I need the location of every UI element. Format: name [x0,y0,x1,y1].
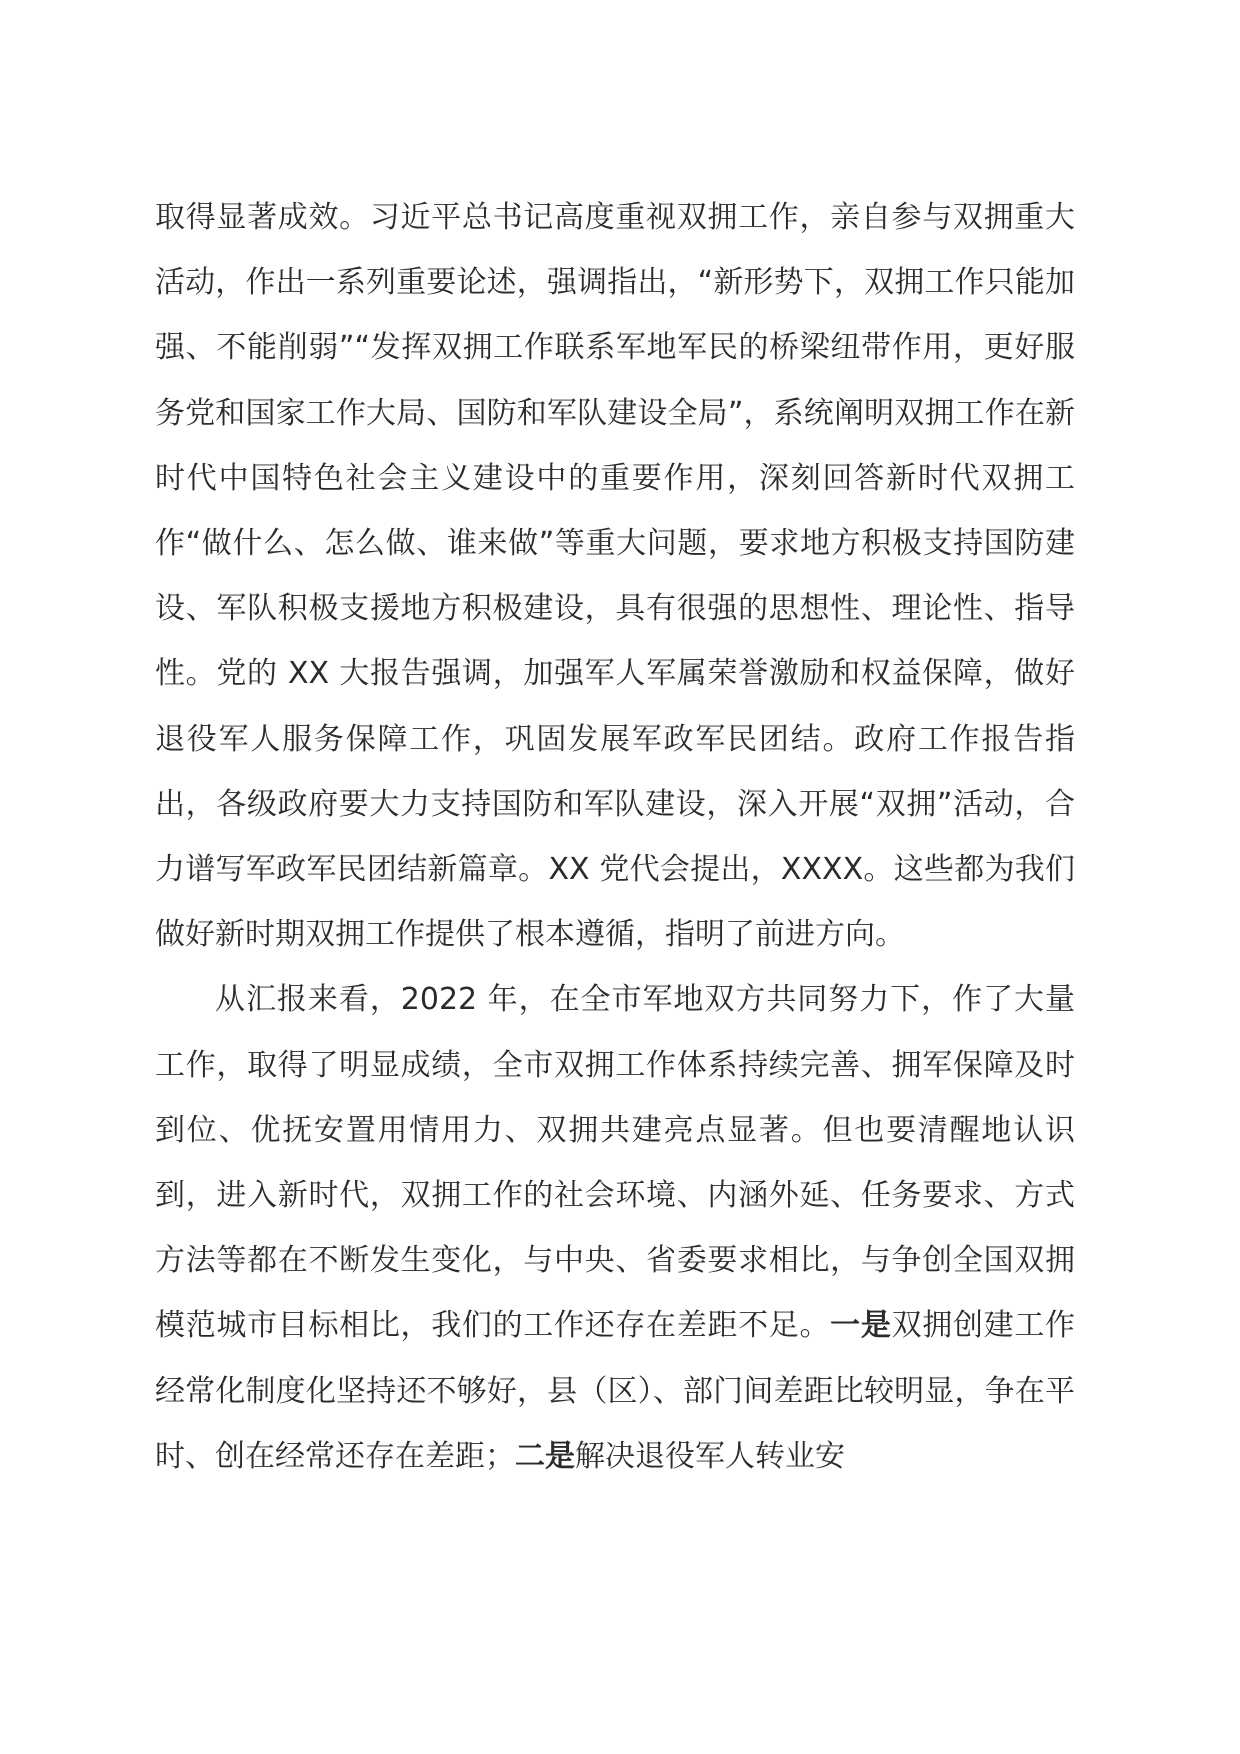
point-two-text: 解决退役军人转业安 [575,1438,845,1474]
point-one-marker: 一是 [830,1308,892,1344]
paragraph-2 [155,967,1075,1489]
document-body [155,185,1075,1489]
point-one-text: 双拥创建工作经常化制度化坚持还不够好，县（区）、部门间差距比较明显，争在平时、创在经常还存在差距； [155,1308,1076,1474]
paragraph-1 [155,185,1075,967]
paragraph-2-text: 从汇报来看，2022 年，在全市军地双方共同努力下，作了大量工作，取得了明显成绩，全市双拥工作体系持续完善、拥军保障及时到位、优抚安置用情用力、双拥共建亮点显著。但也要清醒地认识到，进入新时代，双拥工作的社会环境、内涵外延、任务要求、方式方法等都在不断发生变化，与中央、省委要求相比，与争创全国双拥模范城市目标相比，我们的工作还存在差距不足。 [155,982,1075,1344]
paragraph-1-text: 取得显著成效。习近平总书记高度重视双拥工作，亲自参与双拥重大活动，作出一系列重要论述，强调指出，“新形势下，双拥工作只能加强、不能削弱”“发挥双拥工作联系军地军民的桥梁纽带作用，更好服务党和国家工作大局、国防和军队建设全局”，系统阐明双拥工作在新时代中国特色社会主义建设中的重要作用，深刻回答新时代双拥工作“做什么、怎么做、谁来做”等重大问题，要求地方积极支持国防建设、军队积极支援地方积极建设，具有很强的思想性、理论性、指导性。党的 XX 大报告强调，加强军人军属荣誉激励和权益保障，做好退役军人服务保障工作，巩固发展军政军民团结。政府工作报告指出，各级政府要大力支持国防和军队建设，深入开展“双拥”活动，合力谱写军政军民团结新篇章。XX 党代会提出，XXXX。这些都为我们做好新时期双拥工作提供了根本遵循，指明了前进方向。 [155,200,1075,953]
point-two-marker: 二是 [515,1438,575,1474]
